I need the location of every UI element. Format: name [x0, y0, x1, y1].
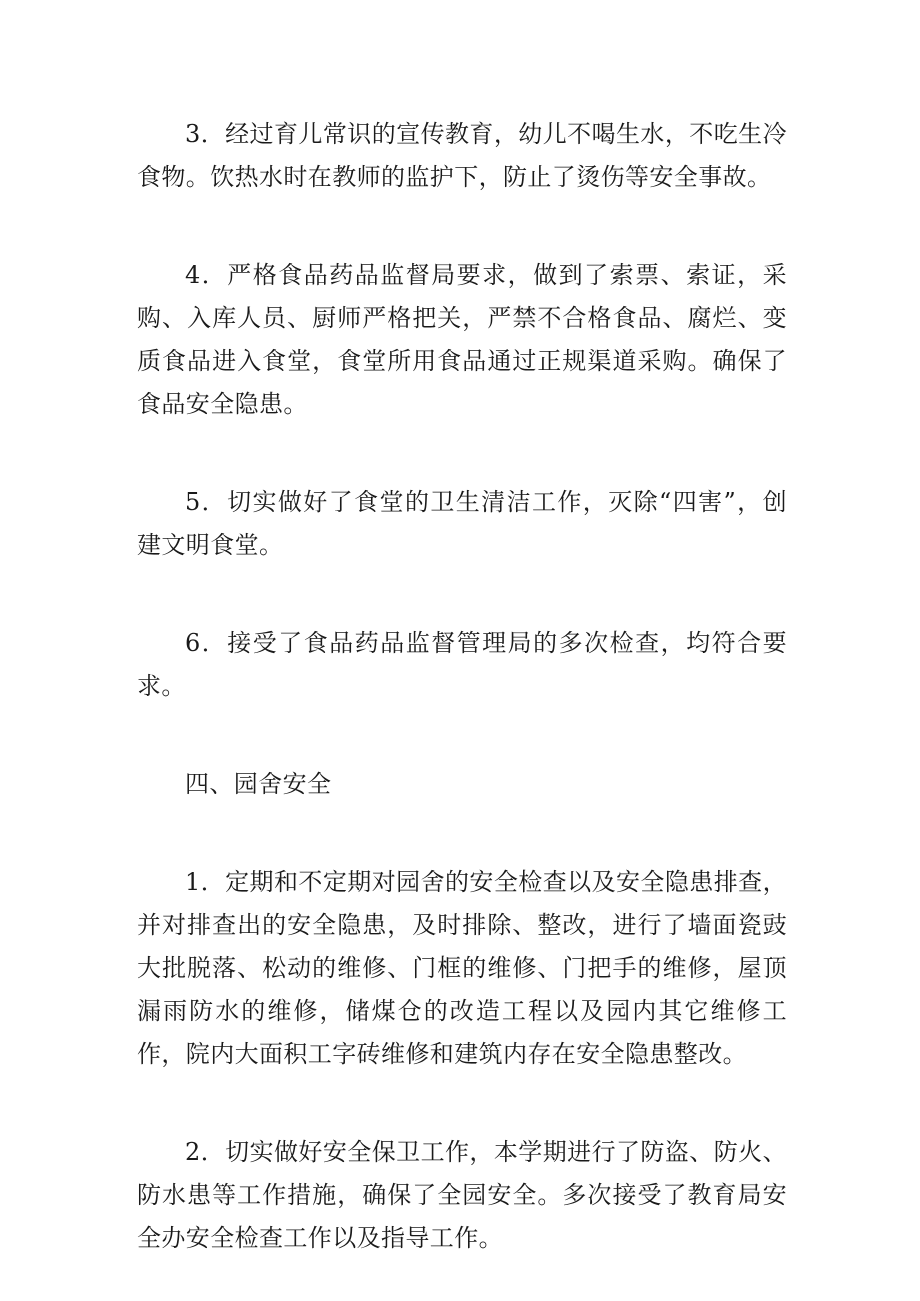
- paragraph-campus-item-2: 2．切实做好安全保卫工作，本学期进行了防盗、防火、防水患等工作措施，确保了全园安全。多次接受了教育局安全办安全检查工作以及指导工作。: [137, 1138, 787, 1252]
- paragraph-item-3: 3．经过育儿常识的宣传教育，幼儿不喝生水，不吃生冷食物。饮热水时在教师的监护下，防止了烫伤等安全事故。: [137, 120, 787, 191]
- paragraph-item-5: 5．切实做好了食堂的卫生清洁工作，灭除“四害”，创建文明食堂。: [137, 488, 787, 559]
- document-body: [137, 113, 787, 1260]
- paragraph-item-6: 6．接受了食品药品监督管理局的多次检查，均符合要求。: [137, 629, 787, 700]
- section-heading-campus-safety: 四、园舍安全: [185, 770, 332, 798]
- paragraph-item-4: 4．严格食品药品监督局要求，做到了索票、索证，采购、入库人员、厨师严格把关，严禁不合格食品、腐烂、变质食品进入食堂，食堂所用食品通过正规渠道采购。确保了食品安全隐患。: [137, 261, 787, 418]
- paragraph-campus-item-1: 1．定期和不定期对园舍的安全检查以及安全隐患排查，并对排查出的安全隐患，及时排除、整改，进行了墙面瓷豉大批脱落、松动的维修、门框的维修、门把手的维修，屋顶漏雨防水的维修，储煤仓的改造工程以及园内其它维修工作，院内大面积工字砖维修和建筑内存在安全隐患整改。: [137, 868, 787, 1068]
